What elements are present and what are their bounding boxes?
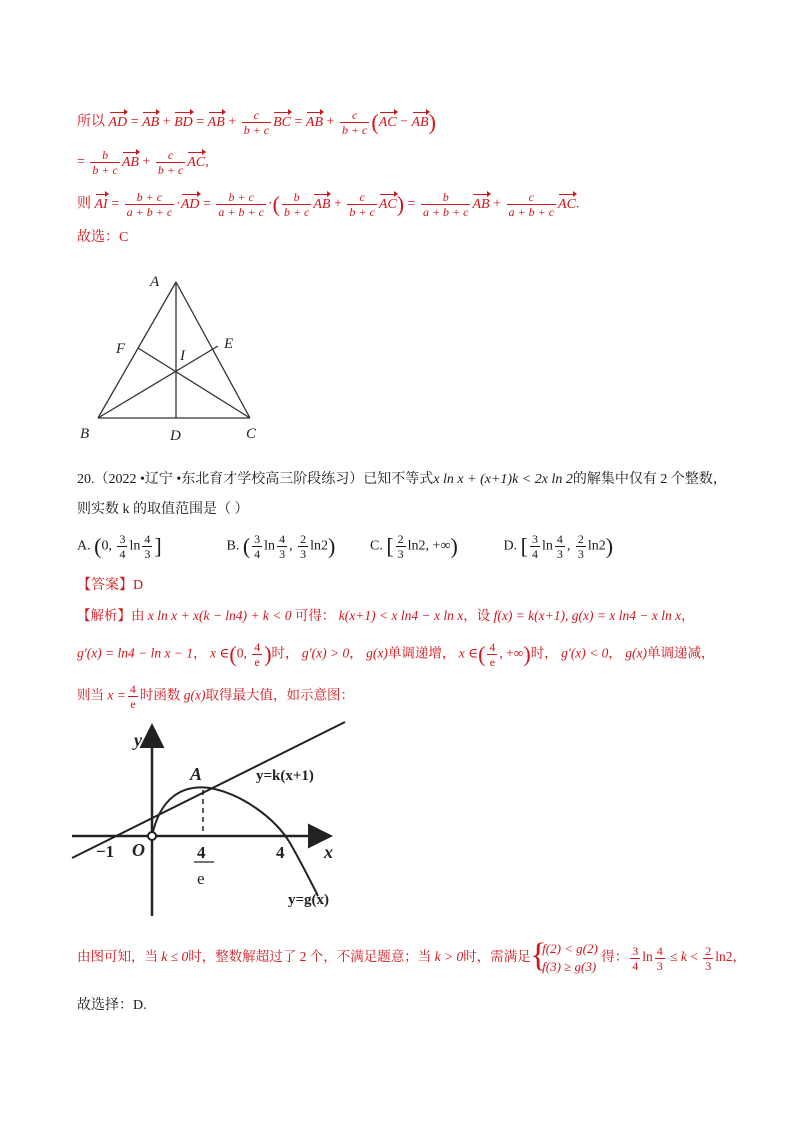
answer-choice-c: 故选：C [77,230,129,245]
origin-point [148,832,156,840]
segment-cf [138,348,250,418]
option-d[interactable]: D. [ $\frac{3}{4}$ ln $\frac{4}{3}$ , $\frac{2}{3}$ ln2) [503,532,614,561]
line-label: y=k(x+1) [256,768,314,784]
derivation-line-2: = $\frac{b}{b + c}$ AB + $\frac{c}{b + c}$ AC, [77,148,209,177]
point-a-label: A [190,764,203,784]
label-i: I [180,348,185,364]
side-ac [176,282,250,418]
final-answer: 故选择：D. [77,998,147,1013]
label-e: E [224,336,234,352]
curve-gx [152,787,318,896]
option-a[interactable]: A. (0, $\frac{3}{4}$ ln $\frac{4}{3}$ ] [77,532,162,561]
analysis-line-3: 则当 x = $\frac{4}{e}$ 时函数 g(x)取得最大值，如示意图： [77,682,354,711]
answer-line: 【答案】D [77,578,144,593]
question-stem-line-1: 20.（2022 •辽宁 •东北育才学校高三阶段练习）已知不等式x ln x + (x+1)k < 2x ln 2的解集中仅有 2 个整数， [77,472,727,487]
neg-one-label: −1 [96,842,115,861]
line-kx1 [72,722,345,858]
question-stem-line-2: 则实数 k 的取值范围是（ ） [77,502,249,517]
conclusion-line: 由图可知，当 k ≤ 0时，整数解超过了 2 个，不满足题意；当 k > 0时，需满足 { f(2) < g(2) f(3) ≥ g(3) 得： $\frac{3}{4}$ ln $\frac{4}{3}$ ≤ k < $\frac{2}{3}$ ln2， [77,940,746,976]
y-axis-label: y [134,730,142,750]
label-c: C [246,426,257,442]
label-a: A [150,274,160,290]
function-graph [70,718,360,918]
label-f: F [116,341,126,357]
derivation-line-1: 所以 AD = AB + BD = AB + $\frac{c}{b + c}$ BC = AB + $\frac{c}{b + c}$ (AC − AB) [77,108,436,137]
option-c[interactable]: C. [ $\frac{2}{3}$ ln2, +∞) [370,532,458,561]
question-options [77,532,613,561]
triangle-figure [78,268,278,448]
analysis-line-2: g′(x) = ln4 − ln x − 1， x ∈(0, $\frac{4}{e}$ )时， g′(x) > 0， g(x)单调递增， x ∈( $\frac{4}{e}$ , +∞)时， g′(x) < 0， g(x)单调递减， [77,640,715,669]
origin-label: O [132,840,145,860]
label-d: D [170,428,181,444]
four-over-e-num: 4 [197,843,206,862]
condition-system: { f(2) < g(2) f(3) ≥ g(3) [534,940,598,976]
analysis-line-1: 【解析】由 x ln x + x(k − ln4) + k < 0 可得： k(x+1) < x ln4 − x ln x，设 f(x) = k(x+1), g(x) = x ln4 − x ln x， [77,608,695,623]
side-ab [98,282,176,418]
four-over-e-den: e [197,869,205,888]
derivation-line-3: 则 AI = $\frac{b + c}{a + b + c}$ ·AD = $\frac{b + c}{a + b + c}$ ·( $\frac{b}{b + c}$ AB + $\frac{c}{b + c}$ AC) = $\frac{b}{a + b + c}$ AB + $\frac{c}{a + b + c}$ AC. [77,190,580,219]
four-label: 4 [276,843,285,862]
option-b[interactable]: B. ( $\frac{3}{4}$ ln $\frac{4}{3}$ , $\frac{2}{3}$ ln2) [226,532,336,561]
label-b: B [80,426,90,442]
curve-label: y=g(x) [288,892,330,908]
x-axis-label: x [324,842,333,862]
